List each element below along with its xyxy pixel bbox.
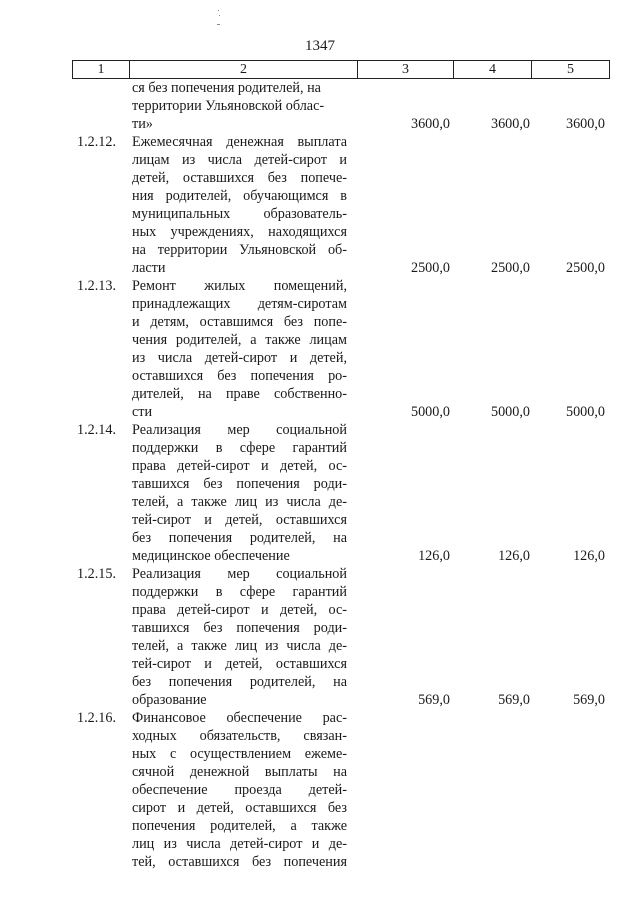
table-line	[0, 331, 640, 349]
item-description: Ежемесячная денежная выплата	[132, 134, 347, 150]
item-description: дителей, на праве собственно-	[132, 386, 347, 402]
table-line	[0, 241, 640, 259]
table-line	[0, 313, 640, 331]
amount-column-5: 2500,0	[565, 260, 605, 276]
column-header-3: 3	[358, 61, 454, 78]
table-line	[0, 709, 640, 727]
item-number: 1.2.14.	[77, 422, 117, 438]
item-description: Финансовое обеспечение рас-	[132, 710, 347, 726]
table-line	[0, 583, 640, 601]
amount-column-3: 3600,0	[410, 116, 450, 132]
item-description: тавшихся без попечения роди-	[132, 476, 347, 492]
item-description: права детей-сирот и детей, ос-	[132, 458, 347, 474]
item-description: поддержки в сфере гарантий	[132, 584, 347, 600]
table-header-row	[72, 60, 610, 79]
amount-column-3: 5000,0	[410, 404, 450, 420]
table-line	[0, 511, 640, 529]
item-description: ных учреждениях, находящихся	[132, 224, 347, 240]
item-description: медицинское обеспечение	[132, 548, 290, 564]
table-line	[0, 205, 640, 223]
item-description: тавшихся без попечения роди-	[132, 620, 347, 636]
table-line	[0, 151, 640, 169]
column-header-4: 4	[454, 61, 532, 78]
table-line	[0, 655, 640, 673]
item-description: ти»	[132, 116, 153, 132]
amount-column-4: 569,0	[498, 692, 530, 708]
item-description: ся без попечения родителей, на	[132, 80, 321, 96]
item-description: Ремонт жилых помещений,	[132, 278, 347, 294]
item-description: чения родителей, а также лицам	[132, 332, 347, 348]
item-description: Реализация мер социальной	[132, 566, 347, 582]
table-line	[0, 79, 640, 97]
table-line	[0, 115, 640, 133]
table-line	[0, 817, 640, 835]
item-description: детей, оставшихся без попече-	[132, 170, 347, 186]
item-description: сячной денежной выплаты на	[132, 764, 347, 780]
item-description: обеспечение проезда детей-	[132, 782, 347, 798]
table-line	[0, 277, 640, 295]
amount-column-4: 5000,0	[490, 404, 530, 420]
item-description: ных с осуществлением ежеме-	[132, 746, 347, 762]
table-line	[0, 349, 640, 367]
item-number: 1.2.13.	[77, 278, 117, 294]
item-description: оставшихся без попечения ро-	[132, 368, 347, 384]
item-number: 1.2.16.	[77, 710, 117, 726]
amount-column-4: 126,0	[498, 548, 530, 564]
table-line	[0, 97, 640, 115]
item-description: образование	[132, 692, 207, 708]
table-line	[0, 403, 640, 421]
item-description: ласти	[132, 260, 166, 276]
item-description: принадлежащих детям-сиротам	[132, 296, 347, 312]
item-description: лиц из числа детей-сирот и де-	[132, 836, 347, 852]
table-line	[0, 835, 640, 853]
amount-column-3: 126,0	[418, 548, 450, 564]
table-line	[0, 691, 640, 709]
table-line	[0, 493, 640, 511]
item-number: 1.2.12.	[77, 134, 117, 150]
item-description: телей, а также лиц из числа де-	[132, 494, 347, 510]
item-description: ходных обязательств, связан-	[132, 728, 347, 744]
table-line	[0, 439, 640, 457]
table-line	[0, 565, 640, 583]
amount-column-4: 3600,0	[490, 116, 530, 132]
table-line	[0, 457, 640, 475]
item-description: сти	[132, 404, 153, 420]
table-line	[0, 799, 640, 817]
table-line	[0, 547, 640, 565]
item-description: телей, а также лиц из числа де-	[132, 638, 347, 654]
amount-column-3: 569,0	[418, 692, 450, 708]
column-header-5: 5	[567, 62, 574, 77]
amount-column-5: 5000,0	[565, 404, 605, 420]
table-line	[0, 259, 640, 277]
table-line	[0, 295, 640, 313]
table-line	[0, 781, 640, 799]
column-header-2: 2	[130, 61, 358, 78]
table-line	[0, 187, 640, 205]
table-body	[0, 79, 640, 871]
column-header-1: 1	[73, 61, 130, 78]
table-line	[0, 727, 640, 745]
table-line	[0, 637, 640, 655]
table-line	[0, 601, 640, 619]
table-line	[0, 133, 640, 151]
amount-column-5: 569,0	[573, 692, 605, 708]
page-number: 1347	[305, 38, 335, 54]
item-description: права детей-сирот и детей, ос-	[132, 602, 347, 618]
item-description: и детям, оставшимся без попе-	[132, 314, 347, 330]
amount-column-5: 126,0	[573, 548, 605, 564]
item-description: Реализация мер социальной	[132, 422, 347, 438]
table-line	[0, 673, 640, 691]
table-line	[0, 475, 640, 493]
table-line	[0, 367, 640, 385]
item-description: ния родителей, обучающимся в	[132, 188, 347, 204]
item-description: без попечения родителей, на	[132, 674, 347, 690]
item-description: тей, оставшихся без попечения	[132, 854, 347, 870]
amount-column-3: 2500,0	[410, 260, 450, 276]
table-line	[0, 421, 640, 439]
amount-column-4: 2500,0	[490, 260, 530, 276]
item-description: муниципальных образователь-	[132, 206, 347, 222]
item-description: поддержки в сфере гарантий	[132, 440, 347, 456]
table-line	[0, 763, 640, 781]
table-line	[0, 529, 640, 547]
item-description: лицам из числа детей-сирот и	[132, 152, 347, 168]
item-description: тей-сирот и детей, оставшихся	[132, 512, 347, 528]
item-number: 1.2.15.	[77, 566, 117, 582]
item-description: территории Ульяновской облас-	[132, 98, 325, 114]
table-line	[0, 223, 640, 241]
table-line	[0, 385, 640, 403]
table-line	[0, 619, 640, 637]
table-line	[0, 853, 640, 871]
item-description: сирот и детей, оставшихся без	[132, 800, 347, 816]
table-line	[0, 745, 640, 763]
item-description: из числа детей-сирот и детей,	[132, 350, 347, 366]
item-description: попечения родителей, а также	[132, 818, 347, 834]
table-line	[0, 169, 640, 187]
item-description: тей-сирот и детей, оставшихся	[132, 656, 347, 672]
item-description: на территории Ульяновской об-	[132, 242, 347, 258]
amount-column-5: 3600,0	[565, 116, 605, 132]
item-description: без попечения родителей, на	[132, 530, 347, 546]
